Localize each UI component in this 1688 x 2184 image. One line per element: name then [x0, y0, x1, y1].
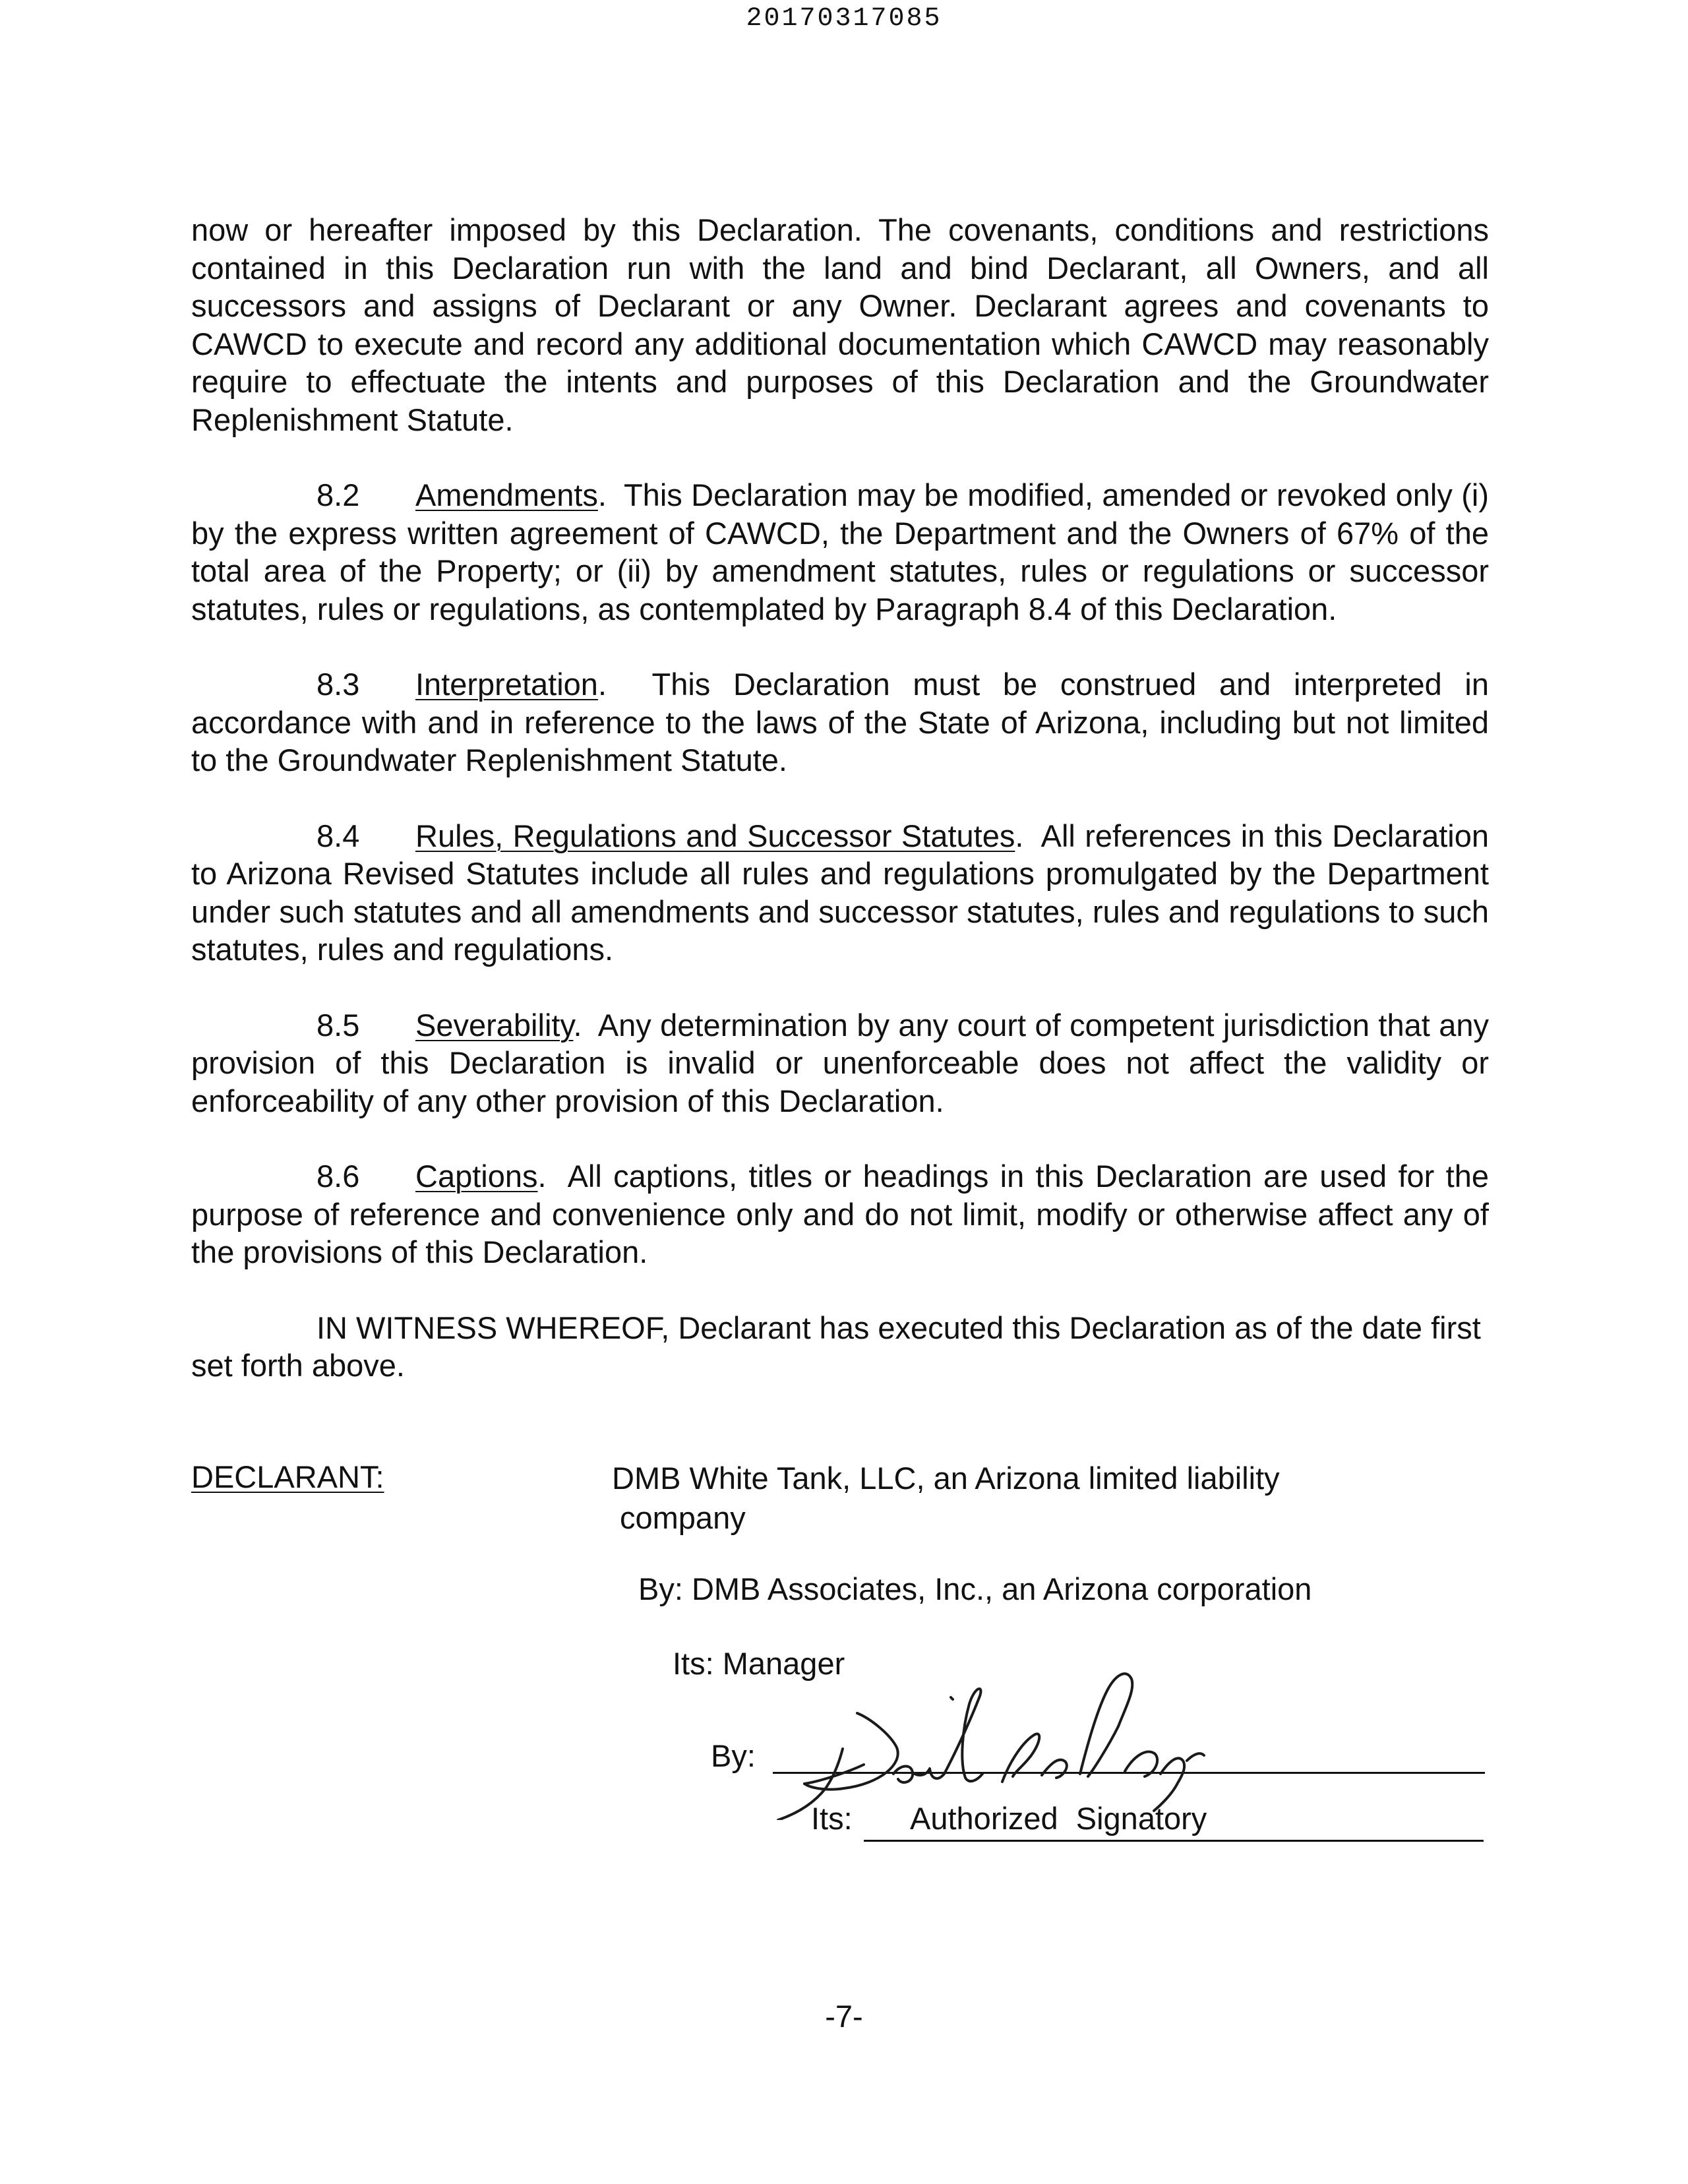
section-caption: Captions: [415, 1159, 538, 1194]
section-8-5: 8.5 Severability. Any determination by any court of competent jurisdiction that any provision of this Declaration is invalid or unenforceable does not affect the validity or enforceability of any other provision of this Declaration.: [191, 1007, 1489, 1118]
section-8-4: 8.4 Rules, Regulations and Successor Statutes. All references in this Declaration to Arizona Revised Statutes include all rules and regulations promulgated by the Department under such statutes and all amendments and successor statutes, rules and regulations to such statutes, rules and regulations.: [191, 818, 1489, 967]
section-number: 8.3: [316, 667, 360, 702]
section-number: 8.6: [316, 1159, 360, 1194]
section-number: 8.2: [316, 477, 360, 512]
section-text: This Declaration must be construed and interpreted in accordance with and in reference to the laws of the State of Arizona, including but not limited to the Groundwater Replenishment Statute.: [191, 667, 1489, 777]
entity-line-2: company: [620, 1500, 746, 1535]
its-manager-line: Its: Manager: [673, 1646, 845, 1681]
by-label: By:: [711, 1738, 756, 1773]
section-text: All references in this Declaration to Arizona Revised Statutes include all rules and regulations promulgated by the Department under such statutes and all amendments and successor statutes, rules and regulations to such statutes, rules and regulations.: [191, 818, 1489, 967]
section-8-2: 8.2 Amendments. This Declaration may be modified, amended or revoked only (i) by the express written agreement of CAWCD, the Department and the Owners of 67% of the total area of the Property; or (ii) by amendment statutes, rules or regulations or successor statutes, rules or regulations, as contemplated by Paragraph 8.4 of this Declaration.: [191, 477, 1489, 626]
section-caption: Severability: [415, 1007, 574, 1043]
document-body: [191, 211, 1489, 1422]
its-title-field: Authorized Signatory: [864, 1800, 1484, 1842]
section-text: Any determination by any court of competent jurisdiction that any provision of this Declaration is invalid or unenforceable does not affect the validity or enforceability of any other provision of this Declaration.: [191, 1007, 1489, 1118]
section-8-3: 8.3 Interpretation. This Declaration must be construed and interpreted in accordance with and in reference to the laws of the State of Arizona, including but not limited to the Groundwater Replenishment Statute.: [191, 667, 1489, 777]
handwritten-signature: [765, 1635, 1306, 1820]
section-number: 8.5: [316, 1007, 360, 1043]
section-caption: Interpretation: [415, 667, 598, 702]
section-caption: Amendments: [415, 477, 598, 512]
page-number: -7-: [825, 1999, 863, 2034]
its-label: Its:: [811, 1801, 853, 1836]
entity-line-1: DMB White Tank, LLC, an Arizona limited liability: [612, 1461, 1280, 1496]
recording-number: 20170317085: [746, 4, 942, 34]
by-associates-line: By: DMB Associates, Inc., an Arizona corporation: [638, 1571, 1312, 1606]
witness-paragraph: IN WITNESS WHEREOF, Declarant has executed this Declaration as of the date first set forth above.: [191, 1310, 1481, 1383]
section-caption: Rules, Regulations and Successor Statutes: [415, 818, 1015, 853]
section-text: All captions, titles or headings in this Declaration are used for the purpose of reference and convenience only and do not limit, modify or otherwise affect any of the provisions of this Declaration.: [191, 1159, 1489, 1269]
declarant-entity: [612, 1459, 1403, 1538]
section-8-6: 8.6 Captions. All captions, titles or headings in this Declaration are used for the purpose of reference and convenience only and do not limit, modify or otherwise affect any of the provisions of this Declaration.: [191, 1159, 1489, 1269]
section-text: This Declaration may be modified, amended or revoked only (i) by the express written agreement of CAWCD, the Department and the Owners of 67% of the total area of the Property; or (ii) by amendment statutes, rules or regulations or successor statutes, rules or regulations, as contemplated by Paragraph 8.4 of this Declaration.: [191, 477, 1489, 626]
declarant-label: DECLARANT:: [191, 1459, 384, 1494]
continuation-paragraph: now or hereafter imposed by this Declaration. The covenants, conditions and restrictions contained in this Declaration run with the land and bind Declarant, all Owners, and all successors and assigns of Declarant or any Owner. Declarant agrees and covenants to CAWCD to execute and record any additional documentation which CAWCD may reasonably require to effectuate the intents and purposes of this Declaration and the Groundwater Replenishment Statute.: [191, 212, 1489, 437]
section-number: 8.4: [316, 818, 360, 853]
